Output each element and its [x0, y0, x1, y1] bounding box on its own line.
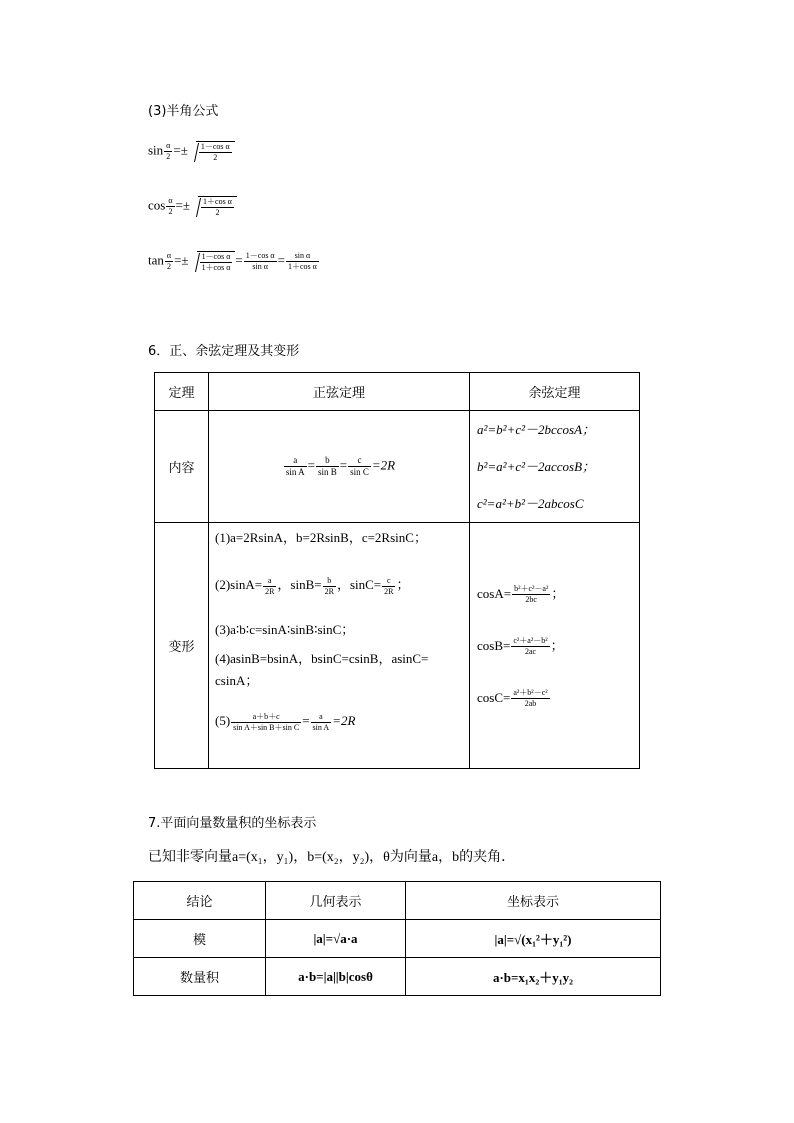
- denominator: 1＋cos α: [287, 262, 317, 271]
- den-sinA: sin A: [285, 467, 305, 477]
- num: c²＋a²－b²: [513, 636, 548, 646]
- num: a: [311, 713, 332, 723]
- transform-3: (3)a∶b∶c=sinA∶sinB∶sinC；: [215, 622, 355, 637]
- num: a＋b＋c: [231, 713, 301, 723]
- section7-title: 7.平面向量数量积的坐标表示: [148, 816, 317, 831]
- row-label-dot-product: 数量积: [134, 958, 266, 996]
- row-label-content: 内容: [155, 411, 209, 523]
- cosine-law-a: a²=b²+c²－2bccosA；: [477, 422, 596, 437]
- num: b²＋c²－a²: [514, 584, 549, 594]
- den: 2ab: [524, 699, 537, 709]
- dot-product-geometric: a·b=|a||b|cosθ: [266, 958, 406, 996]
- plus-minus: =±: [175, 197, 191, 213]
- magnitude-geometric: |a|=√a·a: [266, 920, 406, 958]
- header-conclusion: 结论: [134, 882, 266, 920]
- half-angle-heading: (3)半角公式: [148, 104, 219, 119]
- alpha: α: [166, 251, 172, 260]
- transform-4a: (4)asinB=bsinA，bsinC=csinB，asinC=: [215, 651, 429, 666]
- num: a: [263, 577, 276, 587]
- t5-prefix: (5): [215, 713, 231, 728]
- num-b: b: [316, 456, 339, 467]
- denominator: sin α: [252, 262, 268, 271]
- den-sinC: sin C: [350, 467, 369, 477]
- transform-4b: csinA；: [215, 673, 259, 688]
- transform-1: (1)a=2RsinA，b=2RsinB，c=2RsinC；: [215, 530, 427, 545]
- num: c: [382, 577, 395, 587]
- two: 2: [168, 207, 173, 216]
- num: a²＋b²－c²: [513, 688, 548, 698]
- numerator: 1－cos α: [201, 252, 231, 261]
- semicolon: ；: [550, 637, 564, 653]
- t2-prefix: (2)sinA=: [215, 577, 263, 592]
- cosB-prefix: cosB=: [477, 637, 511, 653]
- numerator: 1＋cos α: [203, 197, 232, 206]
- header-geometric: 几何表示: [266, 882, 406, 920]
- den: 2bc: [525, 595, 537, 605]
- transform-2: [215, 566, 469, 603]
- sines-content: $\frac{a}{\text{sin A}}$ = $\frac{b}{\text{sin B}}$ = $\frac{c}{\text{sin C}}$ =2R: [209, 411, 470, 523]
- den: 2R: [265, 586, 275, 596]
- header-sines: 正弦定理: [209, 373, 470, 411]
- den-sinB: sin B: [318, 467, 337, 477]
- numerator: 1－cos α: [245, 251, 275, 260]
- den: sin A: [312, 722, 330, 732]
- cosC-formula: [477, 672, 639, 724]
- numerator: 1－cos α: [200, 142, 230, 151]
- magnitude-coordinate: |a|=√(x₁²＋y₁²): [406, 920, 661, 958]
- denominator: 1＋cos α: [201, 263, 231, 272]
- cosC-prefix: cosC=: [477, 689, 511, 705]
- row-label-magnitude: 模: [134, 920, 266, 958]
- numerator: sin α: [286, 252, 319, 262]
- den: 2R: [324, 586, 334, 596]
- t2-end: ；: [396, 577, 410, 592]
- semicolon: ；: [551, 585, 565, 601]
- t5-end: =2R: [332, 713, 356, 728]
- equals: =: [235, 252, 243, 268]
- num: b: [323, 577, 336, 587]
- dot-product-coordinate: a·b=x₁x₂＋y₁y₂: [406, 958, 661, 996]
- row-label-transform: 变形: [155, 523, 209, 769]
- t2-mid2: ，sinC=: [336, 577, 382, 592]
- law-table: [154, 372, 640, 769]
- equals: =: [302, 713, 310, 728]
- den: 2R: [384, 586, 394, 596]
- alpha: α: [166, 141, 171, 150]
- eq-2R: =2R: [371, 457, 396, 473]
- sin-half-formula: [148, 141, 235, 162]
- header-cosines: 余弦定理: [470, 373, 640, 411]
- den: 2ac: [524, 647, 537, 657]
- cosine-law-b: b²=a²+c²－2accosB；: [477, 459, 596, 474]
- transform-5: [215, 702, 469, 739]
- sines-transform: [209, 523, 470, 769]
- cosB-formula: [477, 620, 639, 672]
- den: sin A＋sin B＋sin C: [233, 722, 300, 732]
- num-c: c: [348, 456, 371, 467]
- tan-half-formula: [148, 251, 320, 272]
- cosines-transform: [470, 523, 640, 769]
- header-theorem: 定理: [155, 373, 209, 411]
- cosines-content: [470, 411, 640, 523]
- cosA-formula: [477, 568, 639, 620]
- cos-half-formula: [148, 196, 237, 217]
- plus-minus: =±: [173, 142, 188, 158]
- t2-mid1: ，sinB=: [277, 577, 322, 592]
- tan-label: tan: [148, 252, 164, 268]
- two: 2: [166, 262, 171, 271]
- cos-label: cos: [148, 197, 166, 213]
- sin-label: sin: [148, 142, 164, 158]
- equals: =: [277, 252, 285, 268]
- section7-intro: 已知非零向量a=(x₁，y₁)，b=(x₂，y₂)，θ为向量a，b的夹角．: [148, 850, 516, 865]
- alpha: α: [168, 196, 173, 205]
- denominator: 2: [213, 153, 218, 162]
- cosA-prefix: cosA=: [477, 585, 512, 601]
- section6-title: 6．正、余弦定理及其变形: [148, 344, 300, 359]
- cosine-law-c: c²=a²+b²－2abcosC: [477, 496, 584, 511]
- plus-minus: =±: [174, 252, 189, 268]
- vector-table: [133, 881, 661, 996]
- denominator: 2: [215, 208, 220, 217]
- two: 2: [166, 152, 171, 161]
- num-a: a: [284, 456, 307, 467]
- header-coordinate: 坐标表示: [406, 882, 661, 920]
